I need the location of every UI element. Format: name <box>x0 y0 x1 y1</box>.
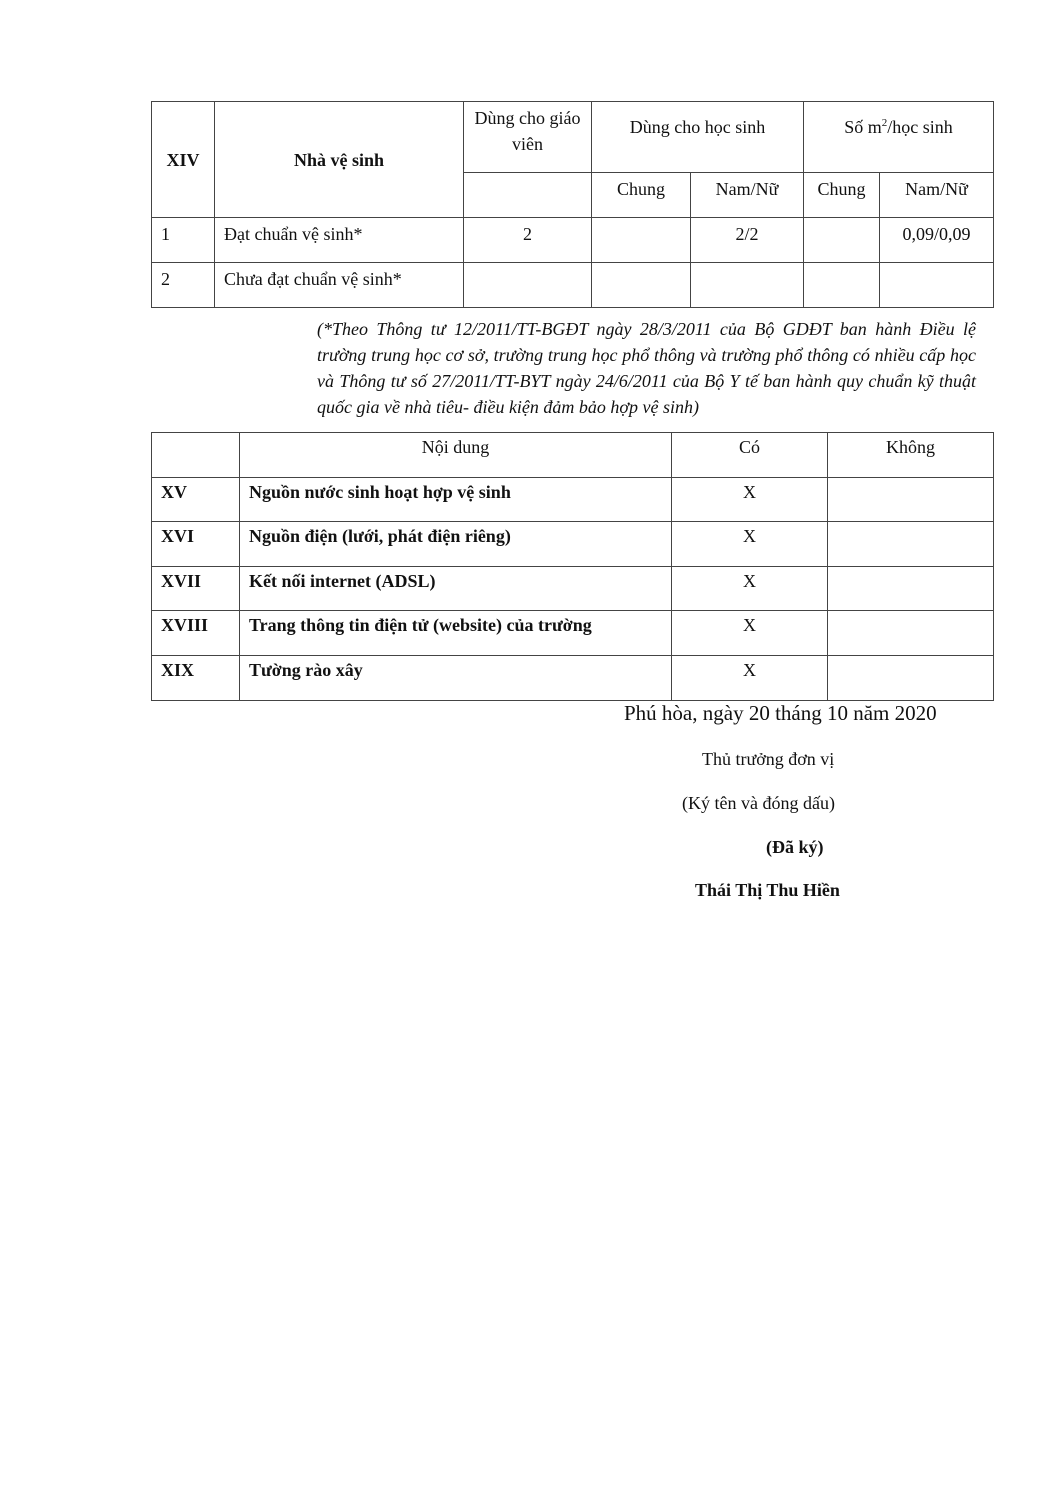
signature-status: (Đã ký) <box>766 837 824 857</box>
signer-name: Thái Thị Thu Hiền <box>695 880 840 900</box>
row-student-gender: 2/2 <box>691 218 804 263</box>
row-label: Chưa đạt chuẩn vệ sinh* <box>215 263 464 308</box>
header-area-suffix: /học sinh <box>887 117 953 137</box>
row-student-common <box>592 263 691 308</box>
subheader-area-common: Chung <box>804 173 880 218</box>
row-code: XVII <box>152 566 240 611</box>
row-yes: X <box>672 611 828 656</box>
table-row <box>152 263 994 308</box>
signature-instruction: (Ký tên và đóng dấu) <box>682 793 835 813</box>
row-code: XIX <box>152 655 240 700</box>
header-area <box>804 102 994 173</box>
header-teacher: Dùng cho giáo viên <box>464 102 592 173</box>
row-area-gender: 0,09/0,09 <box>880 218 994 263</box>
table-row <box>152 655 994 700</box>
table-row <box>152 566 994 611</box>
row-student-gender <box>691 263 804 308</box>
row-yes: X <box>672 477 828 522</box>
row-label: Tường rào xây <box>240 655 672 700</box>
header-code-empty <box>152 433 240 478</box>
header-yes: Có <box>672 433 828 478</box>
row-no: 1 <box>152 218 215 263</box>
subheader-student-common: Chung <box>592 173 691 218</box>
row-teacher: 2 <box>464 218 592 263</box>
row-no <box>828 611 994 656</box>
row-code: XV <box>152 477 240 522</box>
header-area-prefix: Số m <box>844 117 882 137</box>
row-no <box>828 522 994 567</box>
row-code: XVI <box>152 522 240 567</box>
subheader-student-gender: Nam/Nữ <box>691 173 804 218</box>
section-code: XIV <box>152 102 215 218</box>
header-no: Không <box>828 433 994 478</box>
table-row <box>152 477 994 522</box>
row-label: Nguồn nước sinh hoạt hợp vệ sinh <box>240 477 672 522</box>
header-content: Nội dung <box>240 433 672 478</box>
row-label: Đạt chuẩn vệ sinh* <box>215 218 464 263</box>
row-label: Trang thông tin điện tử (website) của trường <box>240 611 672 656</box>
table-row <box>152 611 994 656</box>
signature-position: Thủ trưởng đơn vị <box>702 749 835 769</box>
row-label: Kết nối internet (ADSL) <box>240 566 672 611</box>
facilities-table <box>151 432 994 701</box>
subheader-area-gender: Nam/Nữ <box>880 173 994 218</box>
table-row <box>152 522 994 567</box>
table-row <box>152 218 994 263</box>
row-yes: X <box>672 566 828 611</box>
header-student: Dùng cho học sinh <box>592 102 804 173</box>
row-code: XVIII <box>152 611 240 656</box>
row-no <box>828 566 994 611</box>
row-area-gender <box>880 263 994 308</box>
row-area-common <box>804 218 880 263</box>
row-student-common <box>592 218 691 263</box>
row-teacher <box>464 263 592 308</box>
header-teacher-empty <box>464 173 592 218</box>
row-label: Nguồn điện (lưới, phát điện riêng) <box>240 522 672 567</box>
row-no: 2 <box>152 263 215 308</box>
footnote: (*Theo Thông tư 12/2011/TT-BGĐT ngày 28/3/2011 của Bộ GDĐT ban hành Điều lệ trường trung học cơ sở, trường trung học phổ thông và trường phổ thông có nhiều cấp học và Thông tư số 27/2011/TT-BYT ngày 24/6/2011 của Bộ Y tế ban hành quy chuẩn kỹ thuật quốc gia về nhà tiêu- điều kiện đảm bảo hợp vệ sinh) <box>317 319 976 417</box>
section-title: Nhà vệ sinh <box>215 102 464 218</box>
toilet-table <box>151 101 994 308</box>
row-area-common <box>804 263 880 308</box>
row-yes: X <box>672 655 828 700</box>
row-no <box>828 477 994 522</box>
row-no <box>828 655 994 700</box>
signature-date: Phú hòa, ngày 20 tháng 10 năm 2020 <box>624 701 937 725</box>
row-yes: X <box>672 522 828 567</box>
header-area-sup: 2 <box>881 117 888 129</box>
